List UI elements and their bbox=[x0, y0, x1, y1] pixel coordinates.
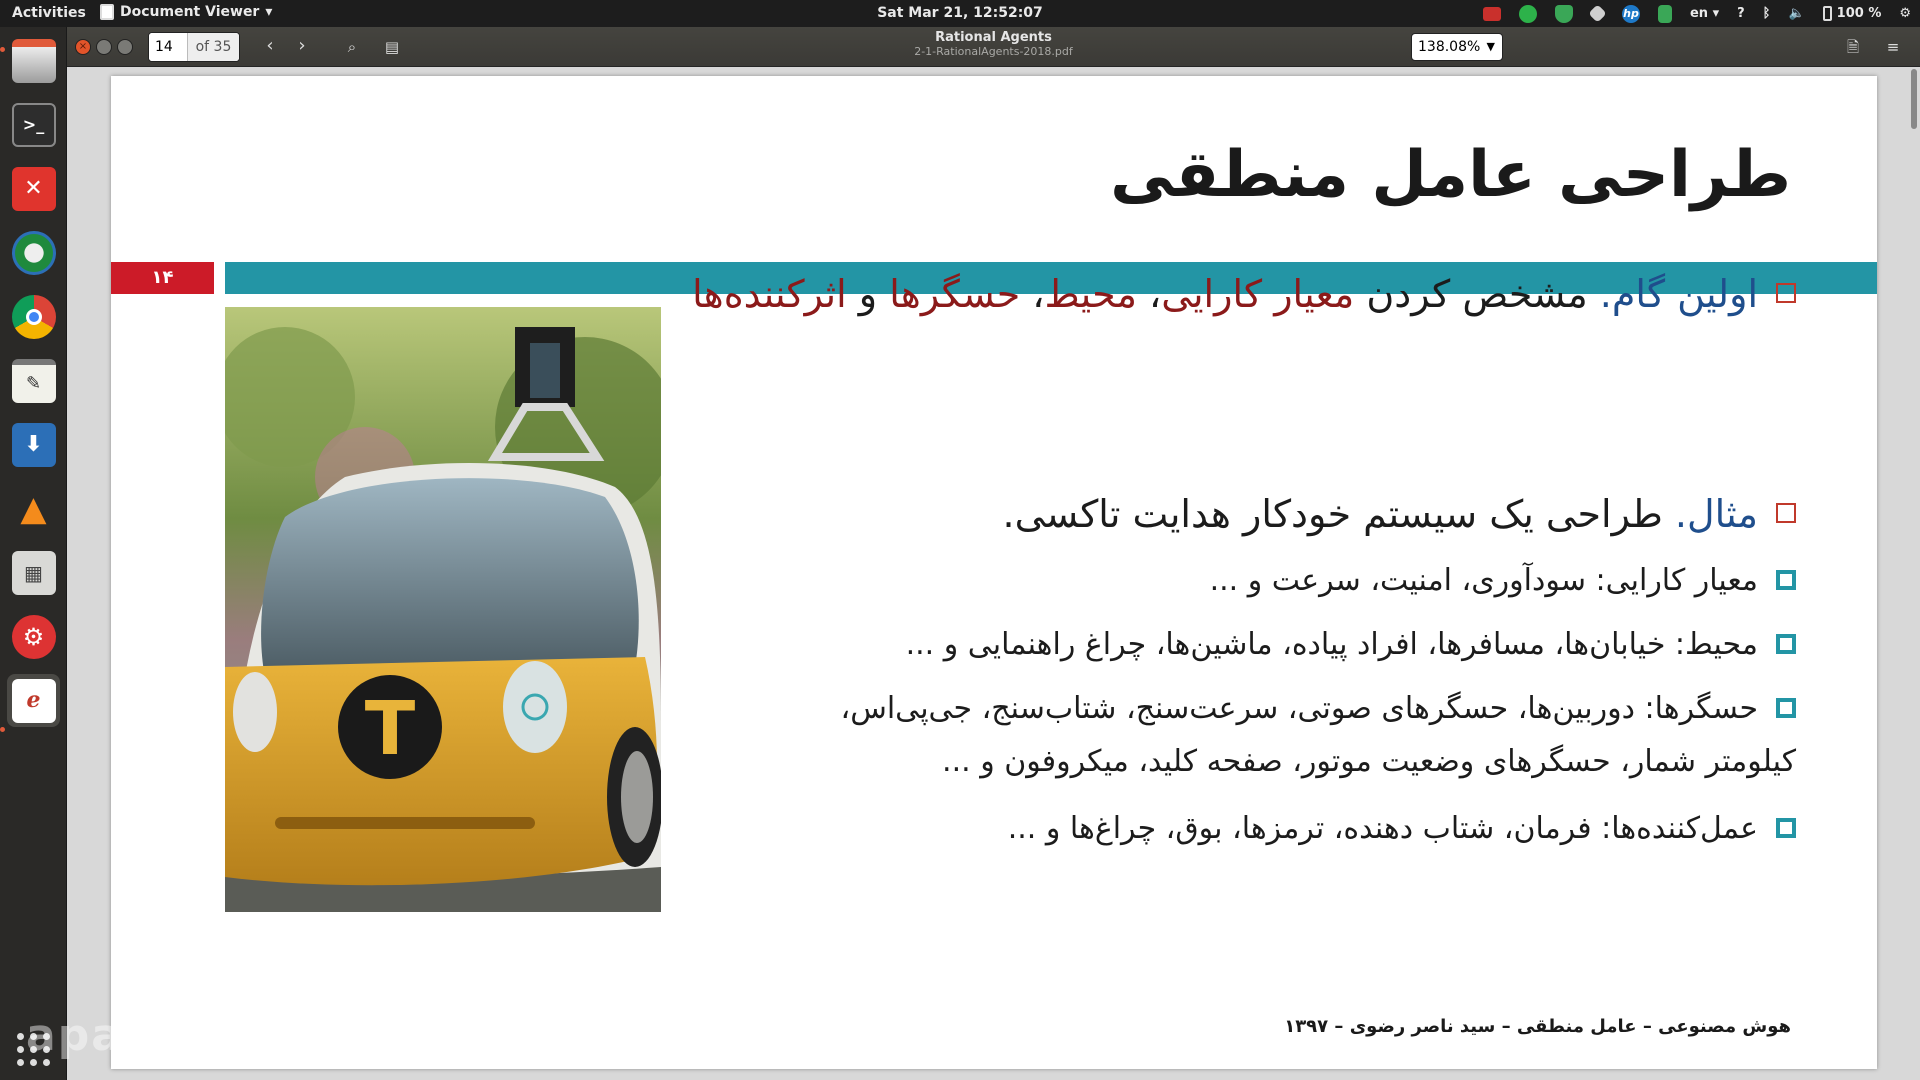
app-menu[interactable] bbox=[100, 4, 272, 20]
example-label: مثال. bbox=[1674, 492, 1758, 536]
power-menu-icon[interactable]: ⚙ bbox=[1899, 6, 1911, 21]
document-icon bbox=[100, 4, 114, 20]
bullet-marker bbox=[1776, 503, 1796, 523]
sidebar-toggle-icon[interactable]: ▤ bbox=[384, 38, 400, 56]
document-title: Rational Agents bbox=[935, 30, 1052, 45]
maximize-icon[interactable] bbox=[117, 39, 133, 55]
slide-footer: هوش مصنوعی – عامل منطقی – سید ناصر رضوی – ۱۳۹۷ bbox=[1284, 1016, 1791, 1037]
taxi-car-illustration bbox=[225, 307, 661, 912]
example-text: طراحی یک سیستم خودکار هدایت تاکسی. bbox=[1002, 492, 1675, 536]
sub-bullet-environment: محیط: خیابان‌ها، مسافرها، افراد پیاده، ماشین‌ها، چراغ راهنمایی و ... bbox=[906, 627, 1796, 662]
chevron-down-icon: ▾ bbox=[265, 4, 273, 20]
separator: ، bbox=[1020, 272, 1045, 316]
downloader-icon[interactable]: ⬇ bbox=[7, 418, 60, 471]
terminal-icon[interactable]: >_ bbox=[7, 98, 60, 151]
zoom-select[interactable] bbox=[1411, 33, 1503, 61]
page-selector bbox=[148, 32, 240, 62]
term-actuators: اثرکننده‌ها bbox=[692, 272, 847, 316]
scrollbar-thumb[interactable] bbox=[1911, 69, 1917, 129]
page-total-label: of 35 bbox=[187, 33, 239, 61]
sub-bullet-marker bbox=[1776, 634, 1796, 654]
previous-page-button[interactable]: ‹ bbox=[266, 35, 274, 56]
activities-button[interactable]: Activities bbox=[12, 5, 86, 21]
system-tray bbox=[1474, 0, 1920, 27]
close-icon[interactable]: × bbox=[75, 39, 91, 55]
volume-icon[interactable]: 🔈 bbox=[1788, 6, 1805, 21]
slide-page bbox=[111, 76, 1877, 1069]
document-canvas[interactable] bbox=[67, 67, 1920, 1080]
sub-bullet-actuators: عمل‌کننده‌ها: فرمان، شتاب دهنده، ترمزها، بوق، چراغ‌ها و ... bbox=[1008, 811, 1796, 846]
chevron-down-icon: ▾ bbox=[1712, 6, 1720, 21]
bullet-example bbox=[1003, 492, 1796, 536]
vlc-icon[interactable]: ▲ bbox=[20, 488, 47, 529]
launcher bbox=[0, 27, 67, 1080]
calculator-icon[interactable]: ▦ bbox=[7, 546, 60, 599]
sub-bullet-sensors-continued: کیلومتر شمار، حسگرهای وضعیت موتور، صفحه کلید، میکروفون و ... bbox=[942, 744, 1796, 779]
top-panel bbox=[0, 0, 1920, 27]
clock[interactable]: Sat Mar 21, 12:52:07 bbox=[877, 5, 1043, 21]
dropbox-icon[interactable] bbox=[1582, 0, 1613, 27]
keyboard-layout[interactable]: en ▾ bbox=[1689, 6, 1720, 21]
bullet-text: مشخص کردن bbox=[1354, 272, 1600, 316]
app-menu-label: Document Viewer bbox=[120, 4, 260, 20]
document-filename: 2-1-RationalAgents-2018.pdf bbox=[914, 45, 1073, 58]
document-viewer-icon[interactable]: ℯ bbox=[7, 674, 60, 727]
slide-title: طراحی عامل منطقی bbox=[1110, 138, 1791, 212]
files-icon[interactable] bbox=[7, 34, 60, 87]
hp-icon[interactable]: hp bbox=[1613, 0, 1649, 27]
slide-page-number: ۱۴ bbox=[111, 262, 214, 294]
bluetooth-icon[interactable]: ᛒ bbox=[1762, 6, 1771, 21]
watermark: apa bbox=[26, 1010, 123, 1061]
battery-indicator[interactable]: 100 % bbox=[1814, 0, 1891, 27]
sub-bullet-marker bbox=[1776, 570, 1796, 590]
term-performance: معیار کارایی bbox=[1161, 272, 1355, 316]
running-indicator bbox=[0, 47, 5, 52]
sub-bullet-marker bbox=[1776, 698, 1796, 718]
chevron-down-icon: ▼ bbox=[1486, 40, 1495, 53]
sub-bullet-performance: معیار کارایی: سودآوری، امنیت، سرعت و ... bbox=[1210, 563, 1796, 598]
sub-bullet-marker bbox=[1776, 818, 1796, 838]
status-indicator-icon[interactable] bbox=[1510, 0, 1546, 27]
browser-icon[interactable] bbox=[7, 226, 60, 279]
document-viewer-header bbox=[67, 27, 1920, 67]
page-number-input[interactable] bbox=[149, 33, 187, 61]
taxi-car-photo bbox=[225, 307, 661, 912]
next-page-button[interactable]: › bbox=[298, 35, 306, 56]
settings-icon[interactable]: ⚙ bbox=[7, 610, 60, 663]
bullet-step-label: اولین گام. bbox=[1599, 272, 1758, 316]
help-icon[interactable]: ? bbox=[1737, 6, 1745, 21]
text-editor-icon[interactable]: ✎ bbox=[7, 354, 60, 407]
chrome-icon[interactable] bbox=[7, 290, 60, 343]
running-indicator bbox=[0, 727, 5, 732]
bullet-first-step bbox=[692, 272, 1796, 316]
sub-bullet-sensors: حسگرها: دوربین‌ها، حسگرهای صوتی، سرعت‌سنج، شتاب‌سنج، جی‌پی‌اس، bbox=[841, 691, 1796, 726]
zoom-value: 138.08% bbox=[1418, 39, 1481, 55]
menu-icon[interactable]: ≡ bbox=[1886, 38, 1900, 56]
taxi-logo-letter: T bbox=[364, 686, 416, 772]
minimize-icon[interactable] bbox=[96, 39, 112, 55]
term-environment: محیط bbox=[1044, 272, 1137, 316]
xmind-icon[interactable]: ✕ bbox=[7, 162, 60, 215]
battery-icon bbox=[1823, 6, 1832, 21]
scrollbar[interactable] bbox=[1908, 67, 1920, 1080]
annotations-icon[interactable]: 🗎 bbox=[1846, 38, 1860, 56]
shield-icon[interactable] bbox=[1546, 0, 1582, 27]
separator: ، bbox=[1136, 272, 1162, 316]
update-icon[interactable] bbox=[1649, 0, 1681, 27]
screen-recorder-icon[interactable] bbox=[1474, 0, 1510, 27]
conjunction: و bbox=[846, 272, 890, 316]
bullet-marker bbox=[1776, 283, 1796, 303]
window-controls bbox=[75, 39, 133, 55]
search-icon[interactable]: ⌕ bbox=[347, 38, 357, 56]
term-sensors: حسگرها bbox=[889, 272, 1021, 316]
